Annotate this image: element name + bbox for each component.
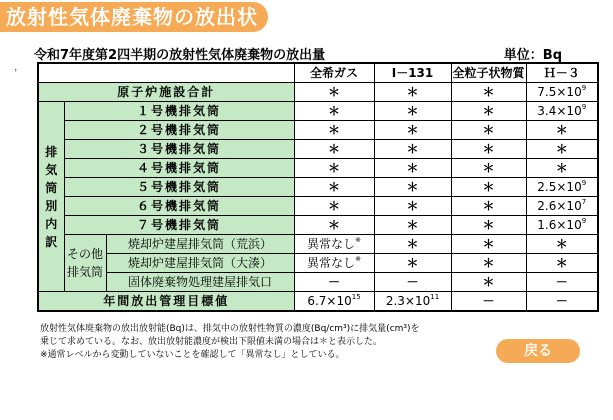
cell: $2.5\times 10^9$ (526, 178, 598, 197)
table-row (38, 178, 598, 197)
stack-label: ４号機排気筒 (64, 159, 294, 178)
cell: ＊ (294, 197, 374, 216)
table-row (38, 254, 598, 273)
col-header-particulate: 全粒子状物質 (451, 63, 526, 83)
table-row (38, 121, 598, 140)
cell: ＊ (451, 235, 526, 254)
cell: ＊ (451, 102, 526, 121)
stack-group-label: 排 気 筒 別 内 訳 (38, 102, 64, 292)
table-row (38, 83, 598, 102)
cell: $2.6\times 10^7$ (526, 197, 598, 216)
cell: ＊ (451, 216, 526, 235)
cell: ＊ (294, 178, 374, 197)
stack-label: 固体廃棄物処理建屋排気口 (106, 273, 294, 292)
table-row (38, 102, 598, 121)
table-row (38, 216, 598, 235)
cell: ＊ (374, 159, 451, 178)
cell: ＊ (451, 254, 526, 273)
target-c4: － (526, 292, 598, 312)
cell: ＊ (451, 273, 526, 292)
cell: － (294, 273, 374, 292)
caption-title: 令和7年度第2四半期の放射性気体廃棄物の放出量 (34, 48, 326, 63)
total-c1: ＊ (294, 83, 374, 102)
table-caption (34, 44, 586, 62)
total-c4: $7.5\times 10^9$ (526, 83, 598, 102)
col-header-i131: I－131 (374, 63, 451, 83)
table-row (38, 140, 598, 159)
other-stacks-label: その他 排気筒 (64, 235, 106, 292)
back-button[interactable]: 戻る (496, 339, 580, 363)
cell: － (374, 273, 451, 292)
cell: ＊ (451, 178, 526, 197)
footnote-line: 放射性気体廃棄物の放出放射能(Bq)は、排気中の放射性物質の濃度(Bq/cm³)に排気量(cm³)を (40, 324, 420, 334)
cell: ＊ (526, 121, 598, 140)
table-row (38, 235, 598, 254)
stack-label: １号機排気筒 (64, 102, 294, 121)
cell: ＊ (451, 159, 526, 178)
stray-mark: ， (14, 62, 24, 73)
cell: － (526, 273, 598, 292)
table-row (38, 292, 598, 312)
cell: $1.6\times 10^9$ (526, 216, 598, 235)
stack-label: ２号機排気筒 (64, 121, 294, 140)
cell: ＊ (526, 140, 598, 159)
total-c2: ＊ (374, 83, 451, 102)
header-blank (38, 63, 294, 83)
cell: ＊ (294, 216, 374, 235)
col-header-h3: Ｈ－３ (526, 63, 598, 83)
cell: ＊ (374, 178, 451, 197)
cell: ＊ (374, 254, 451, 273)
table-row (38, 159, 598, 178)
cell: ＊ (374, 216, 451, 235)
footnote-line: ※通常レベルから変動していないことを確認して「異常なし」としている。 (40, 350, 345, 360)
target-c2: $2.3\times 10^{11}$ (374, 292, 451, 312)
cell: 異常なし※ (294, 254, 374, 273)
stack-label: ６号機排気筒 (64, 197, 294, 216)
cell: ＊ (374, 235, 451, 254)
page-title: 放射性気体廃棄物の放出状況 (0, 2, 268, 32)
cell: ＊ (526, 235, 598, 254)
cell: ＊ (374, 140, 451, 159)
cell: ＊ (451, 140, 526, 159)
total-c3: ＊ (451, 83, 526, 102)
col-header-noble-gas: 全希ガス (294, 63, 374, 83)
cell: ＊ (526, 254, 598, 273)
total-label: 原子炉施設合計 (38, 83, 294, 102)
cell: $3.4\times 10^9$ (526, 102, 598, 121)
emission-table (37, 62, 599, 312)
stack-label: ３号機排気筒 (64, 140, 294, 159)
cell: ＊ (294, 121, 374, 140)
cell: ＊ (451, 121, 526, 140)
cell: ＊ (374, 197, 451, 216)
stack-label: 焼却炉建屋排気筒（大湊） (106, 254, 294, 273)
table-row (38, 197, 598, 216)
stack-label: ５号機排気筒 (64, 178, 294, 197)
cell: 異常なし※ (294, 235, 374, 254)
target-label: 年間放出管理目標値 (38, 292, 294, 312)
unit-label: 単位：Bq (503, 48, 562, 63)
stack-label: 焼却炉建屋排気筒（荒浜） (106, 235, 294, 254)
header-row (38, 63, 598, 83)
table-row (38, 273, 598, 292)
cell: ＊ (451, 197, 526, 216)
cell: ＊ (294, 102, 374, 121)
cell: ＊ (294, 140, 374, 159)
cell: ＊ (526, 159, 598, 178)
footnotes (40, 323, 510, 362)
stack-label: ７号機排気筒 (64, 216, 294, 235)
footnote-line: 乗じて求めている。なお、放出放射能濃度が検出下限値未満の場合は＊と表示した。 (40, 337, 383, 347)
cell: ＊ (294, 159, 374, 178)
cell: ＊ (374, 102, 451, 121)
target-c3: － (451, 292, 526, 312)
target-c1: $6.7\times 10^{15}$ (294, 292, 374, 312)
cell: ＊ (374, 121, 451, 140)
